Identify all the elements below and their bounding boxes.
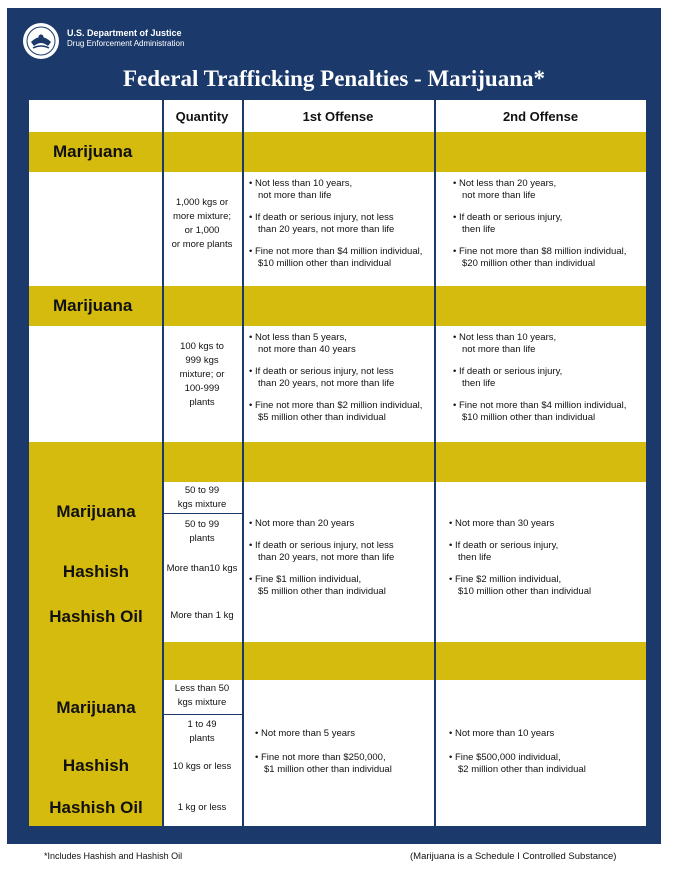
penalty-item: • Fine not more than $250,000, $1 million other than individual xyxy=(255,752,392,775)
quantity-cell-4b: 1 to 49 plants xyxy=(187,719,217,744)
band-label-2: Marijuana xyxy=(53,296,133,315)
agency-administration: Drug Enforcement Administration xyxy=(67,39,185,48)
agency-department: U.S. Department of Justice xyxy=(67,28,182,38)
quantity-line: 1,000 kgs or xyxy=(175,197,229,208)
penalty-item: • Not less than 5 years, not more than 40 years xyxy=(249,332,356,355)
penalty-item: • Fine $500,000 individual, $2 million other than individual xyxy=(449,752,586,775)
quantity-cell-1 xyxy=(163,196,241,252)
section-band-3 xyxy=(29,442,646,482)
divider xyxy=(162,100,164,826)
penalty-item: • Fine $2 million individual, $10 million other than individual xyxy=(449,574,592,597)
quantity-cell-3d: More than 1 kg xyxy=(170,610,234,621)
penalty-item: • If death or serious injury, not less than 20 years, not more than life xyxy=(249,366,395,389)
col-header-second-offense: 2nd Offense xyxy=(502,108,579,124)
section-band-2 xyxy=(29,286,646,326)
divider xyxy=(163,513,243,514)
quantity-cell-3a: 50 to 99 kgs mixture xyxy=(177,485,227,510)
penalty-item: • Not less than 10 years, not more than life xyxy=(453,332,557,355)
substance-hashish-oil-3: Hashish Oil xyxy=(49,607,143,626)
quantity-line: mixture; or xyxy=(179,369,225,380)
penalties-table xyxy=(29,100,646,826)
penalty-item: • If death or serious injury, not less than 20 years, not more than life xyxy=(249,540,395,563)
second-offense-cell-3 xyxy=(449,518,591,608)
penalty-item: • If death or serious injury, then life xyxy=(453,366,563,389)
divider xyxy=(163,714,243,715)
substance-marijuana-4: Marijuana xyxy=(56,698,136,717)
blue-panel xyxy=(7,8,661,844)
first-offense-cell-1 xyxy=(249,178,422,280)
substance-hashish-4: Hashish xyxy=(62,756,130,775)
penalty-item: • Fine not more than $4 million individual, $10 million other than individual xyxy=(453,400,627,423)
quantity-cell-4d: 1 kg or less xyxy=(177,802,227,813)
quantity-line: or more plants xyxy=(171,239,233,250)
footnote: *Includes Hashish and Hashish Oil xyxy=(44,851,183,861)
penalty-item: • Not more than 5 years xyxy=(255,728,355,739)
penalty-item: • If death or serious injury, not less than 20 years, not more than life xyxy=(249,212,395,235)
quantity-line: 100-999 xyxy=(184,383,220,394)
quantity-line: plants xyxy=(189,397,215,408)
substance-hashish-oil-4: Hashish Oil xyxy=(49,798,143,817)
penalty-item: • Not less than 10 years, not more than life xyxy=(249,178,353,201)
quantity-cell-4a: Less than 50 kgs mixture xyxy=(174,683,230,708)
substance-hashish-3: Hashish xyxy=(62,562,130,581)
divider xyxy=(434,100,436,826)
penalty-item: • Not more than 30 years xyxy=(449,518,555,529)
penalty-item: • Fine $1 million individual, $5 million other than individual xyxy=(249,574,386,597)
quantity-cell-2 xyxy=(163,340,241,410)
first-offense-cell-2 xyxy=(249,332,422,434)
dea-seal-icon xyxy=(22,22,60,60)
second-offense-cell-4 xyxy=(449,728,586,786)
first-offense-cell-4 xyxy=(255,728,392,786)
first-offense-cell-3 xyxy=(249,518,394,608)
divider xyxy=(242,100,244,826)
penalty-item: • Not less than 20 years, not more than life xyxy=(453,178,557,201)
col-header-first-offense: 1st Offense xyxy=(302,108,374,124)
penalty-item: • If death or serious injury, then life xyxy=(449,540,559,563)
section-band-1 xyxy=(29,132,646,172)
penalty-item: • If death or serious injury, then life xyxy=(453,212,563,235)
quantity-line: 100 kgs to xyxy=(180,341,224,352)
quantity-line: 999 kgs xyxy=(185,355,219,366)
penalty-item: • Fine not more than $8 million individual, $20 million other than individual xyxy=(453,246,627,269)
penalty-item: • Not more than 10 years xyxy=(449,728,555,739)
quantity-cell-4c: 10 kgs or less xyxy=(172,761,232,772)
penalty-item: • Fine not more than $4 million individual, $10 million other than individual xyxy=(249,246,423,269)
second-offense-cell-2 xyxy=(453,332,626,434)
penalty-item: • Not more than 20 years xyxy=(249,518,355,529)
schedule-note: (Marijuana is a Schedule I Controlled Substance) xyxy=(410,851,617,862)
quantity-line: more mixture; xyxy=(172,211,232,222)
quantity-line: or 1,000 xyxy=(184,225,220,236)
section-band-4 xyxy=(29,642,646,680)
substance-marijuana-3: Marijuana xyxy=(56,502,136,521)
page-title: Federal Trafficking Penalties - Marijuana* xyxy=(122,66,546,91)
band-label-1: Marijuana xyxy=(53,142,133,161)
quantity-cell-3b: 50 to 99 plants xyxy=(184,519,220,544)
col-header-quantity: Quantity xyxy=(175,108,229,124)
second-offense-cell-1 xyxy=(453,178,626,280)
quantity-cell-3c: More than10 kgs xyxy=(166,563,238,574)
penalty-item: • Fine not more than $2 million individual, $5 million other than individual xyxy=(249,400,423,423)
